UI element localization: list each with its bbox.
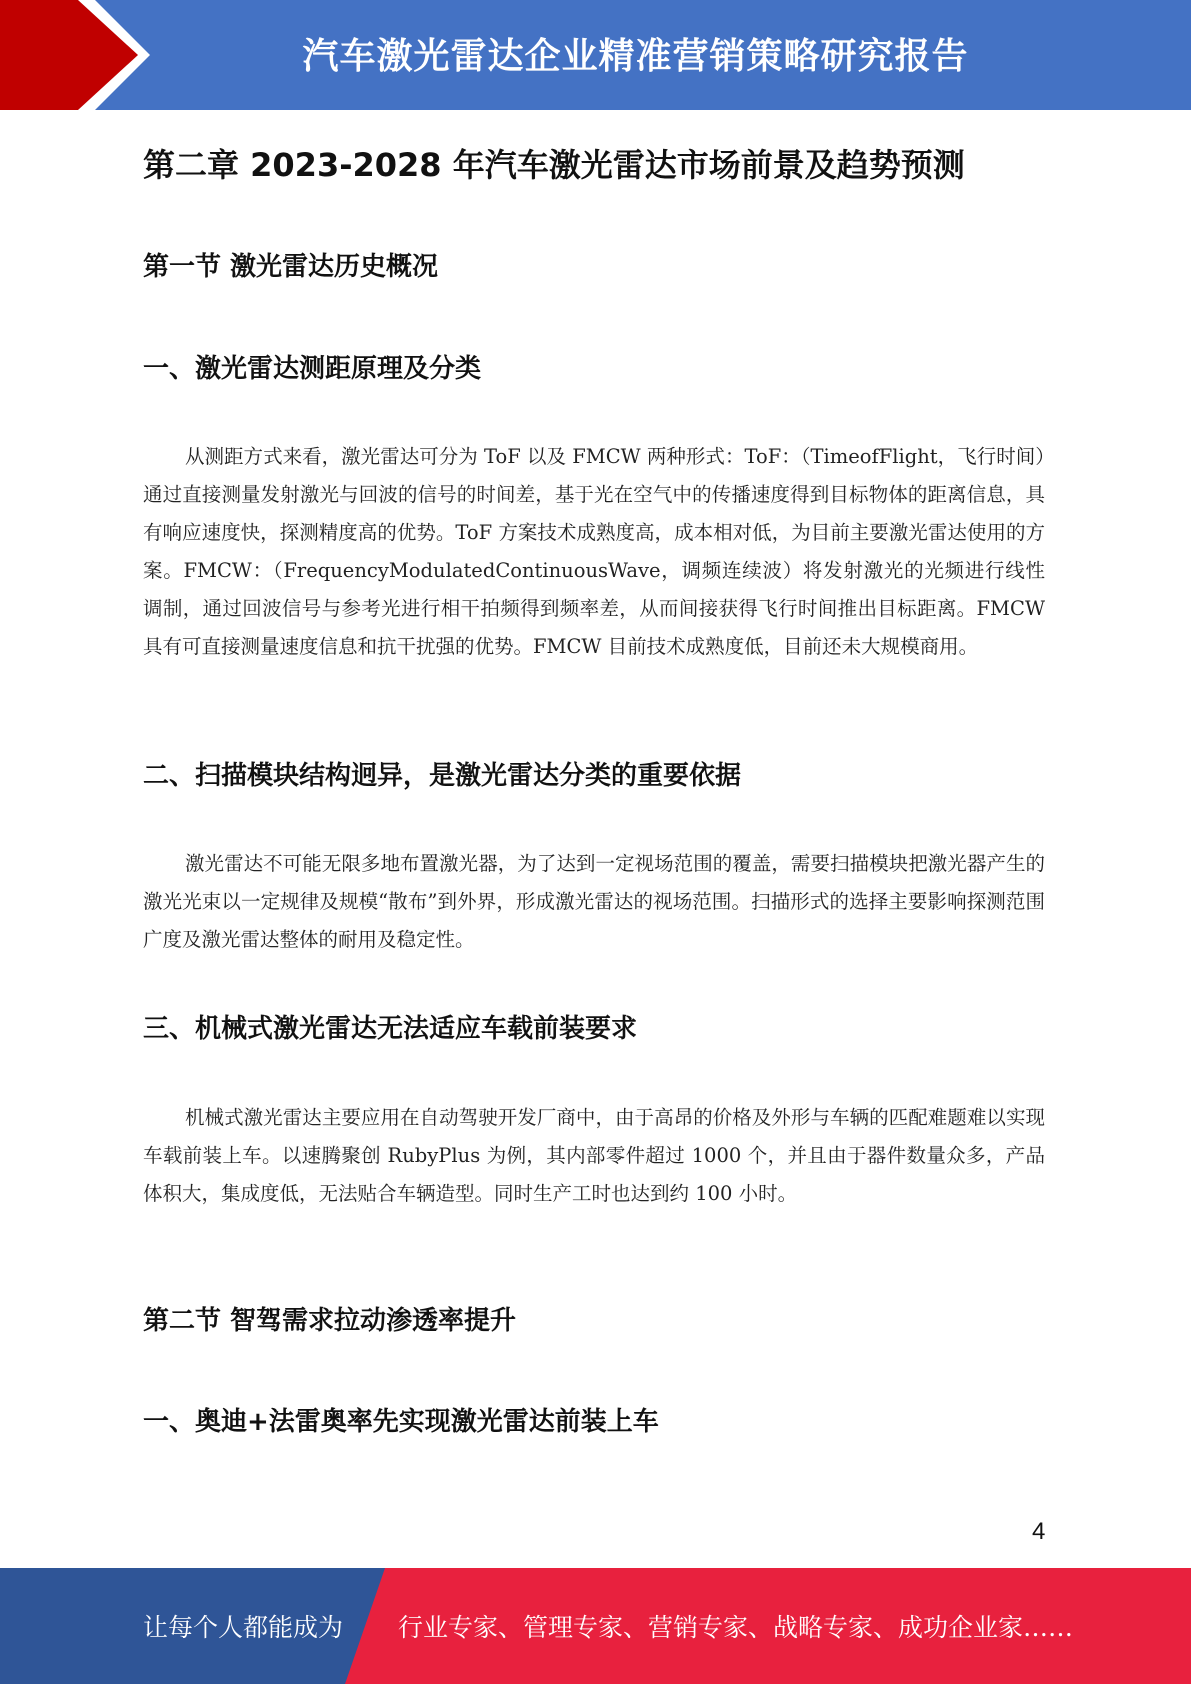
header-banner — [0, 0, 1191, 110]
section-1-title: 第一节 激光雷达历史概况 — [143, 252, 439, 282]
chapter-title: 第二章 2023-2028 年汽车激光雷达市场前景及趋势预测 — [143, 146, 965, 184]
footer-slogan-left: 让每个人都能成为 — [143, 1613, 344, 1642]
footer-banner — [0, 1568, 1191, 1684]
subsection-1-3-title: 三、机械式激光雷达无法适应车载前装要求 — [143, 1014, 638, 1044]
subsection-1-3-paragraph: 机械式激光雷达主要应用在自动驾驶开发厂商中，由于高昂的价格及外形与车辆的匹配难题难以实现车载前装上车。以速腾聚创 RubyPlus 为例，其内部零件超过 1000 个，并且由于器件数量众多，产品体积大，集成度低，无法贴合车辆造型。同时生产工时也达到约 100 小时。 — [143, 1106, 1045, 1205]
subsection-2-1-title: 一、奥迪+法雷奥率先实现激光雷达前装上车 — [143, 1407, 659, 1437]
report-title: 汽车激光雷达企业精准营销策略研究报告 — [302, 36, 969, 77]
subsection-1-1-paragraph: 从测距方式来看，激光雷达可分为 ToF 以及 FMCW 两种形式：ToF：（TimeofFlight，飞行时间）通过直接测量发射激光与回波的信号的时间差，基于光在空气中的传播速度得到目标物体的距离信息，具有响应速度快，探测精度高的优势。ToF 方案技术成熟度高，成本相对低，为目前主要激光雷达使用的方案。FMCW：（FrequencyModulatedContinuousWave，调频连续波）将发射激光的光频进行线性调制，通过回波信号与参考光进行相干拍频得到频率差，从而间接获得飞行时间推出目标距离。FMCW 具有可直接测量速度信息和抗干扰强的优势。FMCW 目前技术成熟度低，目前还未大规模商用。 — [143, 445, 1045, 658]
footer-slogan-right: 行业专家、管理专家、营销专家、战略专家、成功企业家…… — [398, 1613, 1074, 1642]
subsection-1-2-paragraph: 激光雷达不可能无限多地布置激光器，为了达到一定视场范围的覆盖，需要扫描模块把激光器产生的激光光束以一定规律及规模“散布”到外界，形成激光雷达的视场范围。扫描形式的选择主要影响探测范围广度及激光雷达整体的耐用及稳定性。 — [143, 852, 1045, 951]
section-2-title: 第二节 智驾需求拉动渗透率提升 — [143, 1306, 517, 1336]
page-number: 4 — [1032, 1518, 1046, 1545]
subsection-1-1-title: 一、激光雷达测距原理及分类 — [143, 354, 482, 384]
subsection-1-2-title: 二、扫描模块结构迥异，是激光雷达分类的重要依据 — [143, 761, 742, 791]
